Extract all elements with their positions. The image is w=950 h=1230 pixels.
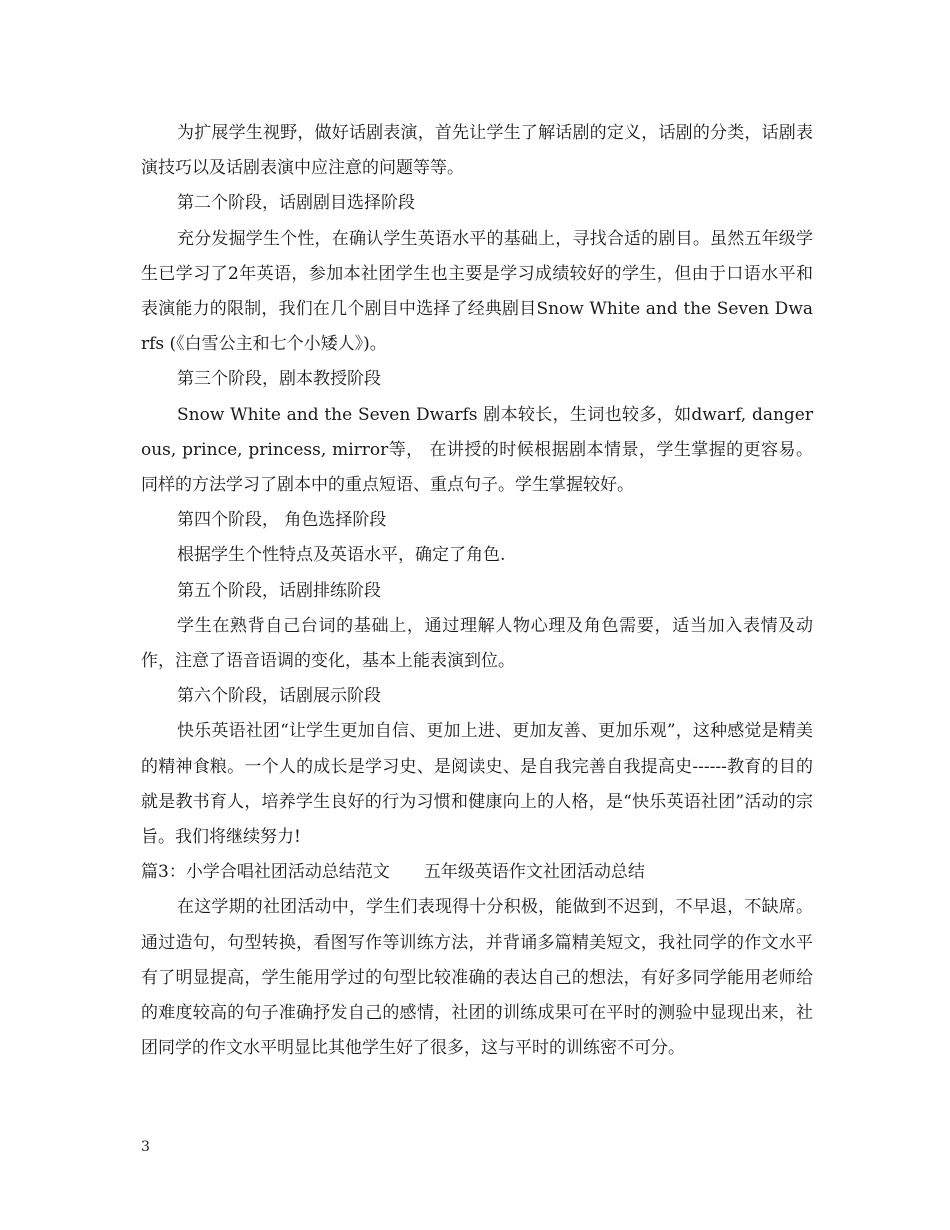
page-number: 3: [141, 1139, 150, 1155]
paragraph-writing-club: 在这学期的社团活动中，学生们表现得十分积极，能做到不迟到，不早退，不缺席。通过造句，句型转换，看图写作等训练方法，并背诵多篇精美短文，我社同学的作文水平有了明显提高，学生能用学过的句型比较准确的表达自己的想法，有好多同学能用老师给的难度较高的句子准确抒发自己的感情，社团的训练成果可在平时的测验中显现出来，社团同学的作文水平明显比其他学生好了很多，这与平时的训练密不可分。: [141, 897, 813, 1059]
heading-stage-3: 第三个阶段，剧本教授阶段: [177, 369, 381, 390]
paragraph-stage-4: 根据学生个性特点及英语水平，确定了角色.: [177, 545, 506, 566]
paragraph-stage-3: Snow White and the Seven Dwarfs 剧本较长，生词也较多，如dwarf, dangerous, prince, princess, mirror等， 在讲授的时候根据剧本情景，学生掌握的更容易。同样的方法学习了剧本中的重点短语、重点句子。学生掌握较好。: [141, 404, 813, 496]
heading-stage-2: 第二个阶段，话剧剧目选择阶段: [177, 193, 415, 214]
paragraph-stage-6: 快乐英语社团“让学生更加自信、更加上进、更加友善、更加乐观”，这种感觉是精美的精神食粮。一个人的成长是学习史、是阅读史、是自我完善自我提高史------教育的目的就是教书育人，培养学生良好的行为习惯和健康向上的人格，是“快乐英语社团”活动的宗旨。我们将继续努力!: [141, 721, 813, 848]
paragraph-stage-2: 充分发掘学生个性，在确认学生英语水平的基础上，寻找合适的剧目。虽然五年级学生已学习了2年英语，参加本社团学生也主要是学习成绩较好的学生，但由于口语水平和表演能力的限制，我们在几个剧目中选择了经典剧目Snow White and the Seven Dwarfs (《白雪公主和七个小矮人》)。: [141, 228, 813, 355]
paragraph-drama-intro: 为扩展学生视野，做好话剧表演，首先让学生了解话剧的定义，话剧的分类，话剧表演技巧以及话剧表演中应注意的问题等等。: [141, 123, 813, 179]
paragraph-stage-5: 学生在熟背自己台词的基础上，通过理解人物心理及角色需要，适当加入表情及动作，注意了语音语调的变化，基本上能表演到位。: [141, 615, 813, 672]
section-heading-part-3: 篇3：小学合唱社团活动总结范文 五年级英语作文社团活动总结: [141, 862, 645, 883]
heading-stage-6: 第六个阶段，话剧展示阶段: [177, 686, 381, 707]
body-text: [141, 116, 813, 1066]
heading-stage-4: 第四个阶段， 角色选择阶段: [177, 510, 387, 531]
heading-stage-5: 第五个阶段，话剧排练阶段: [177, 580, 381, 601]
